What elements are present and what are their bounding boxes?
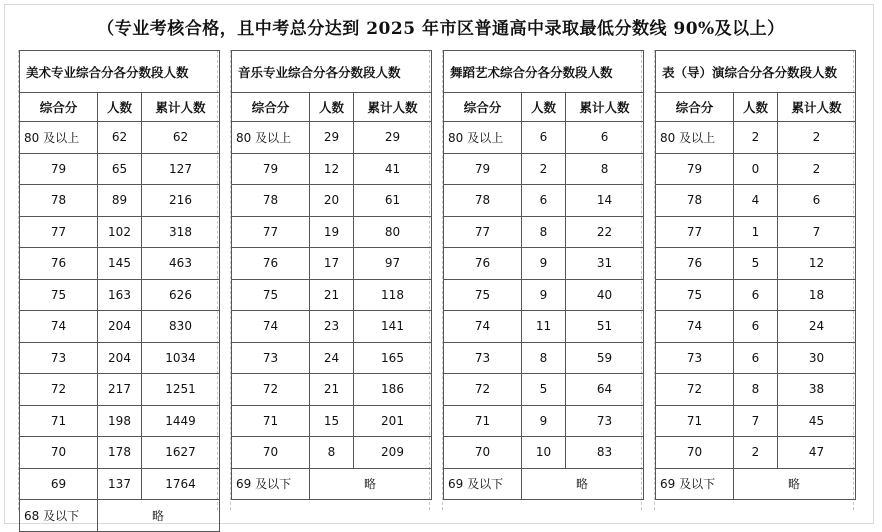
table-row <box>232 279 432 311</box>
score-cell: 68 及以下 <box>20 500 98 532</box>
cumulative-cell: 8 <box>566 153 644 185</box>
score-cell: 72 <box>232 374 310 406</box>
score-cell: 70 <box>232 437 310 469</box>
score-cell: 75 <box>20 279 98 311</box>
score-cell: 80 及以上 <box>20 122 98 154</box>
document-title: （专业考核合格，且中考总分达到 2025 年市区普通高中录取最低分数线 90%及以上） <box>97 19 785 39</box>
column-header: 累计人数 <box>778 93 856 122</box>
score-cell: 79 <box>232 153 310 185</box>
score-cell: 78 <box>444 185 522 217</box>
table-row <box>20 342 220 374</box>
score-cell: 70 <box>656 437 734 469</box>
table-row <box>232 153 432 185</box>
table-row <box>232 342 432 374</box>
score-cell: 69 <box>20 468 98 500</box>
table-row <box>656 185 856 217</box>
table-row <box>656 374 856 406</box>
score-cell: 73 <box>656 342 734 374</box>
table-row <box>656 248 856 280</box>
art-table-block <box>18 50 218 523</box>
table-row <box>232 248 432 280</box>
count-cell: 6 <box>522 122 566 154</box>
table-row <box>232 311 432 343</box>
table-row <box>444 374 644 406</box>
cumulative-cell: 165 <box>354 342 432 374</box>
dance-score-table <box>443 50 644 500</box>
omitted-cell: 略 <box>98 500 220 532</box>
count-cell: 6 <box>734 342 778 374</box>
cumulative-cell: 12 <box>778 248 856 280</box>
column-header: 综合分 <box>444 93 522 122</box>
count-cell: 29 <box>310 122 354 154</box>
score-cell: 74 <box>20 311 98 343</box>
dance-table-block <box>442 50 642 510</box>
count-cell: 9 <box>522 279 566 311</box>
score-cell: 71 <box>444 405 522 437</box>
count-cell: 4 <box>734 185 778 217</box>
table-row <box>656 122 856 154</box>
count-cell: 178 <box>98 437 142 469</box>
count-cell: 19 <box>310 216 354 248</box>
cumulative-cell: 6 <box>566 122 644 154</box>
column-header: 人数 <box>310 93 354 122</box>
count-cell: 198 <box>98 405 142 437</box>
table-row <box>656 405 856 437</box>
cumulative-cell: 30 <box>778 342 856 374</box>
count-cell: 5 <box>522 374 566 406</box>
table-row <box>232 185 432 217</box>
music-table-block <box>230 50 430 510</box>
score-cell: 76 <box>444 248 522 280</box>
score-cell: 75 <box>444 279 522 311</box>
count-cell: 11 <box>522 311 566 343</box>
table-row <box>656 342 856 374</box>
score-cell: 77 <box>444 216 522 248</box>
table-row <box>656 311 856 343</box>
table-row <box>232 216 432 248</box>
count-cell: 6 <box>522 185 566 217</box>
table-footer-row <box>20 500 220 532</box>
table-row <box>444 122 644 154</box>
count-cell: 20 <box>310 185 354 217</box>
column-header: 综合分 <box>20 93 98 122</box>
count-cell: 2 <box>734 122 778 154</box>
score-cell: 74 <box>232 311 310 343</box>
art-score-table <box>19 50 220 532</box>
count-cell: 5 <box>734 248 778 280</box>
count-cell: 65 <box>98 153 142 185</box>
count-cell: 21 <box>310 374 354 406</box>
cumulative-cell: 1764 <box>142 468 220 500</box>
count-cell: 137 <box>98 468 142 500</box>
omitted-cell: 略 <box>522 468 644 500</box>
cumulative-cell: 14 <box>566 185 644 217</box>
table-row <box>20 185 220 217</box>
table-row <box>444 405 644 437</box>
count-cell: 8 <box>310 437 354 469</box>
cumulative-cell: 2 <box>778 122 856 154</box>
score-cell: 70 <box>444 437 522 469</box>
cumulative-cell: 18 <box>778 279 856 311</box>
table-row <box>20 311 220 343</box>
cumulative-cell: 318 <box>142 216 220 248</box>
cumulative-cell: 2 <box>778 153 856 185</box>
cumulative-cell: 24 <box>778 311 856 343</box>
score-cell: 77 <box>656 216 734 248</box>
score-cell: 73 <box>444 342 522 374</box>
cumulative-cell: 1251 <box>142 374 220 406</box>
cumulative-cell: 201 <box>354 405 432 437</box>
score-cell: 69 及以下 <box>232 468 310 500</box>
count-cell: 9 <box>522 248 566 280</box>
cumulative-cell: 1449 <box>142 405 220 437</box>
cumulative-cell: 97 <box>354 248 432 280</box>
cumulative-cell: 47 <box>778 437 856 469</box>
count-cell: 217 <box>98 374 142 406</box>
count-cell: 145 <box>98 248 142 280</box>
score-cell: 79 <box>656 153 734 185</box>
cumulative-cell: 59 <box>566 342 644 374</box>
table-caption: 表（导）演综合分各分数段人数 <box>656 51 856 93</box>
score-cell: 76 <box>232 248 310 280</box>
performance-table-block <box>654 50 854 510</box>
table-row <box>232 437 432 469</box>
score-cell: 77 <box>232 216 310 248</box>
cumulative-cell: 62 <box>142 122 220 154</box>
table-footer-row <box>232 468 432 500</box>
cumulative-cell: 41 <box>354 153 432 185</box>
table-row <box>20 405 220 437</box>
count-cell: 7 <box>734 405 778 437</box>
count-cell: 9 <box>522 405 566 437</box>
score-cell: 71 <box>656 405 734 437</box>
table-row <box>444 342 644 374</box>
count-cell: 8 <box>522 216 566 248</box>
table-row <box>656 437 856 469</box>
cumulative-cell: 22 <box>566 216 644 248</box>
score-cell: 76 <box>20 248 98 280</box>
cumulative-cell: 83 <box>566 437 644 469</box>
count-cell: 62 <box>98 122 142 154</box>
column-header: 人数 <box>734 93 778 122</box>
cumulative-cell: 216 <box>142 185 220 217</box>
cumulative-cell: 29 <box>354 122 432 154</box>
count-cell: 12 <box>310 153 354 185</box>
score-cell: 79 <box>20 153 98 185</box>
score-cell: 70 <box>20 437 98 469</box>
table-header-row <box>20 93 220 122</box>
score-cell: 80 及以上 <box>444 122 522 154</box>
table-row <box>444 437 644 469</box>
cumulative-cell: 38 <box>778 374 856 406</box>
count-cell: 204 <box>98 342 142 374</box>
cumulative-cell: 61 <box>354 185 432 217</box>
table-caption: 美术专业综合分各分数段人数 <box>20 51 220 93</box>
table-row <box>20 374 220 406</box>
count-cell: 89 <box>98 185 142 217</box>
score-cell: 80 及以上 <box>656 122 734 154</box>
count-cell: 15 <box>310 405 354 437</box>
cumulative-cell: 186 <box>354 374 432 406</box>
score-cell: 69 及以下 <box>656 468 734 500</box>
table-row <box>444 185 644 217</box>
cumulative-cell: 1034 <box>142 342 220 374</box>
table-row <box>232 374 432 406</box>
count-cell: 17 <box>310 248 354 280</box>
table-row <box>444 248 644 280</box>
music-score-table <box>231 50 432 500</box>
cumulative-cell: 830 <box>142 311 220 343</box>
count-cell: 6 <box>734 311 778 343</box>
column-header: 累计人数 <box>566 93 644 122</box>
score-cell: 73 <box>232 342 310 374</box>
cumulative-cell: 1627 <box>142 437 220 469</box>
table-row <box>20 468 220 500</box>
table-row <box>20 216 220 248</box>
table-row <box>20 437 220 469</box>
table-row <box>444 153 644 185</box>
score-cell: 77 <box>20 216 98 248</box>
table-header-row <box>656 93 856 122</box>
cumulative-cell: 7 <box>778 216 856 248</box>
column-header: 综合分 <box>656 93 734 122</box>
performance-score-table <box>655 50 856 500</box>
score-cell: 69 及以下 <box>444 468 522 500</box>
score-cell: 80 及以上 <box>232 122 310 154</box>
cumulative-cell: 45 <box>778 405 856 437</box>
count-cell: 163 <box>98 279 142 311</box>
column-header: 综合分 <box>232 93 310 122</box>
table-row <box>444 216 644 248</box>
count-cell: 102 <box>98 216 142 248</box>
table-row <box>232 122 432 154</box>
cumulative-cell: 51 <box>566 311 644 343</box>
count-cell: 23 <box>310 311 354 343</box>
count-cell: 2 <box>734 437 778 469</box>
table-caption: 舞蹈艺术综合分各分数段人数 <box>444 51 644 93</box>
column-header: 人数 <box>98 93 142 122</box>
column-header: 累计人数 <box>354 93 432 122</box>
score-cell: 71 <box>232 405 310 437</box>
cumulative-cell: 127 <box>142 153 220 185</box>
cumulative-cell: 6 <box>778 185 856 217</box>
omitted-cell: 略 <box>310 468 432 500</box>
cumulative-cell: 209 <box>354 437 432 469</box>
score-cell: 74 <box>656 311 734 343</box>
table-row <box>656 216 856 248</box>
score-cell: 79 <box>444 153 522 185</box>
cumulative-cell: 118 <box>354 279 432 311</box>
score-cell: 78 <box>656 185 734 217</box>
table-footer-row <box>444 468 644 500</box>
table-row <box>444 279 644 311</box>
count-cell: 10 <box>522 437 566 469</box>
score-cell: 74 <box>444 311 522 343</box>
count-cell: 1 <box>734 216 778 248</box>
table-row <box>20 248 220 280</box>
table-row <box>444 311 644 343</box>
table-caption: 音乐专业综合分各分数段人数 <box>232 51 432 93</box>
column-header: 人数 <box>522 93 566 122</box>
count-cell: 21 <box>310 279 354 311</box>
table-row <box>232 405 432 437</box>
cumulative-cell: 64 <box>566 374 644 406</box>
cumulative-cell: 141 <box>354 311 432 343</box>
count-cell: 204 <box>98 311 142 343</box>
score-cell: 78 <box>20 185 98 217</box>
table-footer-row <box>656 468 856 500</box>
table-row <box>656 153 856 185</box>
count-cell: 8 <box>734 374 778 406</box>
table-header-row <box>232 93 432 122</box>
omitted-cell: 略 <box>734 468 856 500</box>
score-cell: 72 <box>656 374 734 406</box>
cumulative-cell: 626 <box>142 279 220 311</box>
column-header: 累计人数 <box>142 93 220 122</box>
cumulative-cell: 73 <box>566 405 644 437</box>
score-cell: 78 <box>232 185 310 217</box>
cumulative-cell: 80 <box>354 216 432 248</box>
score-cell: 71 <box>20 405 98 437</box>
count-cell: 0 <box>734 153 778 185</box>
score-cell: 72 <box>20 374 98 406</box>
score-cell: 73 <box>20 342 98 374</box>
count-cell: 6 <box>734 279 778 311</box>
score-cell: 72 <box>444 374 522 406</box>
cumulative-cell: 40 <box>566 279 644 311</box>
table-row <box>656 279 856 311</box>
count-cell: 24 <box>310 342 354 374</box>
score-cell: 76 <box>656 248 734 280</box>
count-cell: 8 <box>522 342 566 374</box>
score-cell: 75 <box>656 279 734 311</box>
score-cell: 75 <box>232 279 310 311</box>
table-row <box>20 279 220 311</box>
cumulative-cell: 31 <box>566 248 644 280</box>
table-row <box>20 153 220 185</box>
count-cell: 2 <box>522 153 566 185</box>
table-header-row <box>444 93 644 122</box>
table-row <box>20 122 220 154</box>
cumulative-cell: 463 <box>142 248 220 280</box>
